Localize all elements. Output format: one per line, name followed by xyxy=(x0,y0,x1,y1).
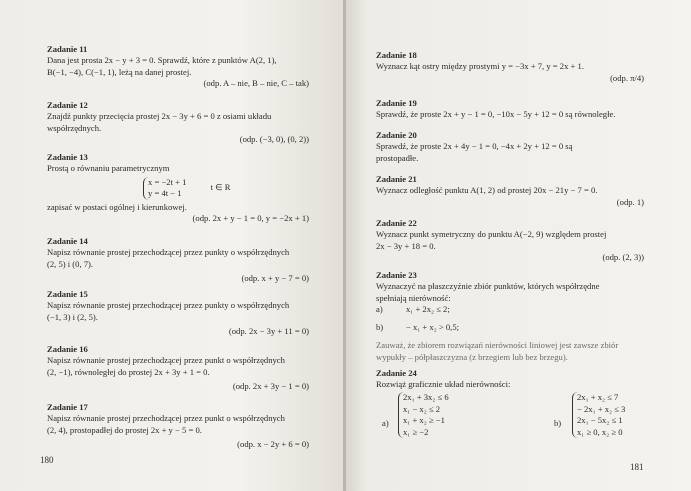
exercise-answer: (odp. (2, 3)) xyxy=(602,252,644,263)
inequality: − x₁ + x₂ > 0,5; xyxy=(406,322,459,332)
equation: 2x₁ + 3x₂ ≤ 6 xyxy=(403,392,449,402)
exercise-text: Znajdź punkty przecięcia prostej 2x − 3y + 6 = 0 z osiami układu xyxy=(47,111,272,121)
exercise-text: Sprawdź, że proste 2x + 4y − 1 = 0, −4x + 2y + 12 = 0 są xyxy=(376,141,573,151)
exercise-15 xyxy=(47,289,309,338)
exercise-17 xyxy=(47,402,309,451)
exercise-11 xyxy=(47,44,309,90)
exercise-title: Zadanie 15 xyxy=(47,289,88,299)
remark-text: Zauważ, że zbiorem rozwiązań nierówności liniowej jest zawsze zbiór xyxy=(376,340,619,350)
exercise-12 xyxy=(47,100,309,146)
remark-text: wypukły – półpłaszczyzna (z brzegiem lub bez brzegu). xyxy=(376,351,568,362)
exercise-title: Zadanie 23 xyxy=(376,270,417,280)
item-label-b: b) xyxy=(554,418,562,428)
equation: x₁ + x₂ ≥ −1 xyxy=(403,415,445,425)
exercise-text: prostopadłe. xyxy=(376,152,419,163)
equation: 2x₁ − 5x₂ ≤ 1 xyxy=(577,415,623,425)
inequality: x₁ + 2x₂ ≤ 2; xyxy=(406,304,450,314)
exercise-title: Zadanie 13 xyxy=(47,152,88,162)
exercise-answer: (odp. 2x − 3y + 11 = 0) xyxy=(228,326,309,337)
equation: y = 4t − 1 xyxy=(148,188,182,199)
exercise-16 xyxy=(47,344,309,393)
parameter-domain: t ∈ R xyxy=(210,182,231,193)
page-number: 181 xyxy=(630,462,644,472)
exercise-answer: (odp. π/4) xyxy=(610,72,644,83)
exercise-text: Prostą o równaniu parametrycznym xyxy=(47,163,170,173)
exercise-14 xyxy=(47,236,309,285)
exercise-text: Napisz równanie prostej przechodzącej przez punkt o współrzędnych xyxy=(47,355,285,365)
exercise-text: Rozwiąż graficznie układ nierówności: xyxy=(376,379,511,389)
system-brace xyxy=(398,392,449,438)
exercise-20 xyxy=(376,130,644,164)
item-label-b: b) xyxy=(376,322,384,332)
right-page xyxy=(346,0,691,491)
exercise-text: (2, 4), prostopadłej do prostej 2x + y − 5 = 0. xyxy=(47,424,202,435)
exercise-text: Wyznacz odległość punktu A(1, 2) od prostej 20x − 21y − 7 = 0. xyxy=(376,185,598,195)
system-a xyxy=(398,392,449,438)
equation: x₁ − x₂ ≤ 2 xyxy=(403,403,441,414)
exercise-title: Zadanie 16 xyxy=(47,344,88,354)
system-brace xyxy=(572,392,625,438)
equation: 2x₁ + x₂ ≤ 7 xyxy=(577,392,619,402)
exercise-24 xyxy=(376,368,644,391)
system-b xyxy=(572,392,625,438)
system-brace xyxy=(143,177,186,200)
equation: x₁ ≥ −2 xyxy=(403,426,429,437)
exercise-22 xyxy=(376,218,644,264)
item-label-a: a) xyxy=(382,418,389,428)
equation: x₁ ≥ 0, x₂ ≥ 0 xyxy=(577,426,623,437)
exercise-text: Napisz równanie prostej przechodzącej przez punkty o współrzędnych xyxy=(47,300,290,310)
page-number: 180 xyxy=(40,455,54,465)
exercise-title: Zadanie 18 xyxy=(376,50,417,60)
exercise-title: Zadanie 20 xyxy=(376,130,417,140)
exercise-title: Zadanie 17 xyxy=(47,402,88,412)
exercise-title: Zadanie 19 xyxy=(376,98,417,108)
item-label-a: a) xyxy=(376,304,383,314)
exercise-23 xyxy=(376,270,644,304)
exercise-text: (2, 5) i (0, 7). xyxy=(47,258,94,269)
equation: − 2x₁ + x₂ ≤ 3 xyxy=(577,403,626,414)
exercise-text: Wyznacz punkt symetryczny do punktu A(−2, 9) względem prostej xyxy=(376,229,607,239)
exercise-13 xyxy=(47,152,309,225)
exercise-text: Sprawdź, że proste 2x + y − 1 = 0, −10x − 5y + 12 = 0 są równoległe. xyxy=(376,109,616,119)
exercise-text: (2, −1), równoległej do prostej 2x + 3y + 1 = 0. xyxy=(47,366,210,377)
exercise-answer: (odp. 2x + y − 1 = 0, y = −2x + 1) xyxy=(192,213,309,224)
exercise-18 xyxy=(376,50,644,84)
exercise-text: współrzędnych. xyxy=(47,122,102,133)
exercise-title: Zadanie 21 xyxy=(376,174,417,184)
equation: x = −2t + 1 xyxy=(148,176,187,187)
exercise-21 xyxy=(376,174,644,208)
exercise-text: Napisz równanie prostej przechodzącej przez punkty o współrzędnych xyxy=(47,247,290,257)
exercise-title: Zadanie 14 xyxy=(47,236,88,246)
exercise-answer: (odp. (−3, 0), (0, 2)) xyxy=(239,134,309,145)
exercise-title: Zadanie 11 xyxy=(47,44,88,54)
exercise-text: zapisać w postaci ogólnej i kierunkowej. xyxy=(47,201,187,212)
exercise-answer: (odp. 2x + 3y − 1 = 0) xyxy=(232,381,309,392)
exercise-text: 2x − 3y + 18 = 0. xyxy=(376,240,436,251)
exercise-19 xyxy=(376,98,644,121)
exercise-text: Wyznaczyć na płaszczyźnie zbiór punktów, których współrzędne xyxy=(376,281,600,291)
exercise-text: (−1, 3) i (2, 5). xyxy=(47,311,98,322)
parametric-system xyxy=(143,177,309,200)
exercise-text: B(−1, −4), C(−1, 1), leżą na danej prostej. xyxy=(47,66,192,77)
exercise-text: Napisz równanie prostej przechodzącej przez punkt o współrzędnych xyxy=(47,413,285,423)
exercise-text: Dana jest prosta 2x − y + 3 = 0. Sprawdź, które z punktów A(2, 1), xyxy=(47,55,277,65)
exercise-answer: (odp. A – nie, B – nie, C – tak) xyxy=(203,78,309,89)
exercise-text: Wyznacz kąt ostry między prostymi y = −3x + 7, y = 2x + 1. xyxy=(376,61,584,71)
remark xyxy=(376,340,644,363)
exercise-answer: (odp. 1) xyxy=(616,196,644,207)
exercise-text: spełniają nierówność: xyxy=(376,292,451,303)
exercise-title: Zadanie 22 xyxy=(376,218,417,228)
left-page xyxy=(0,0,343,491)
exercise-answer: (odp. x − 2y + 6 = 0) xyxy=(237,439,309,450)
exercise-title: Zadanie 12 xyxy=(47,100,88,110)
exercise-answer: (odp. x + y − 7 = 0) xyxy=(241,273,309,284)
exercise-title: Zadanie 24 xyxy=(376,368,417,378)
